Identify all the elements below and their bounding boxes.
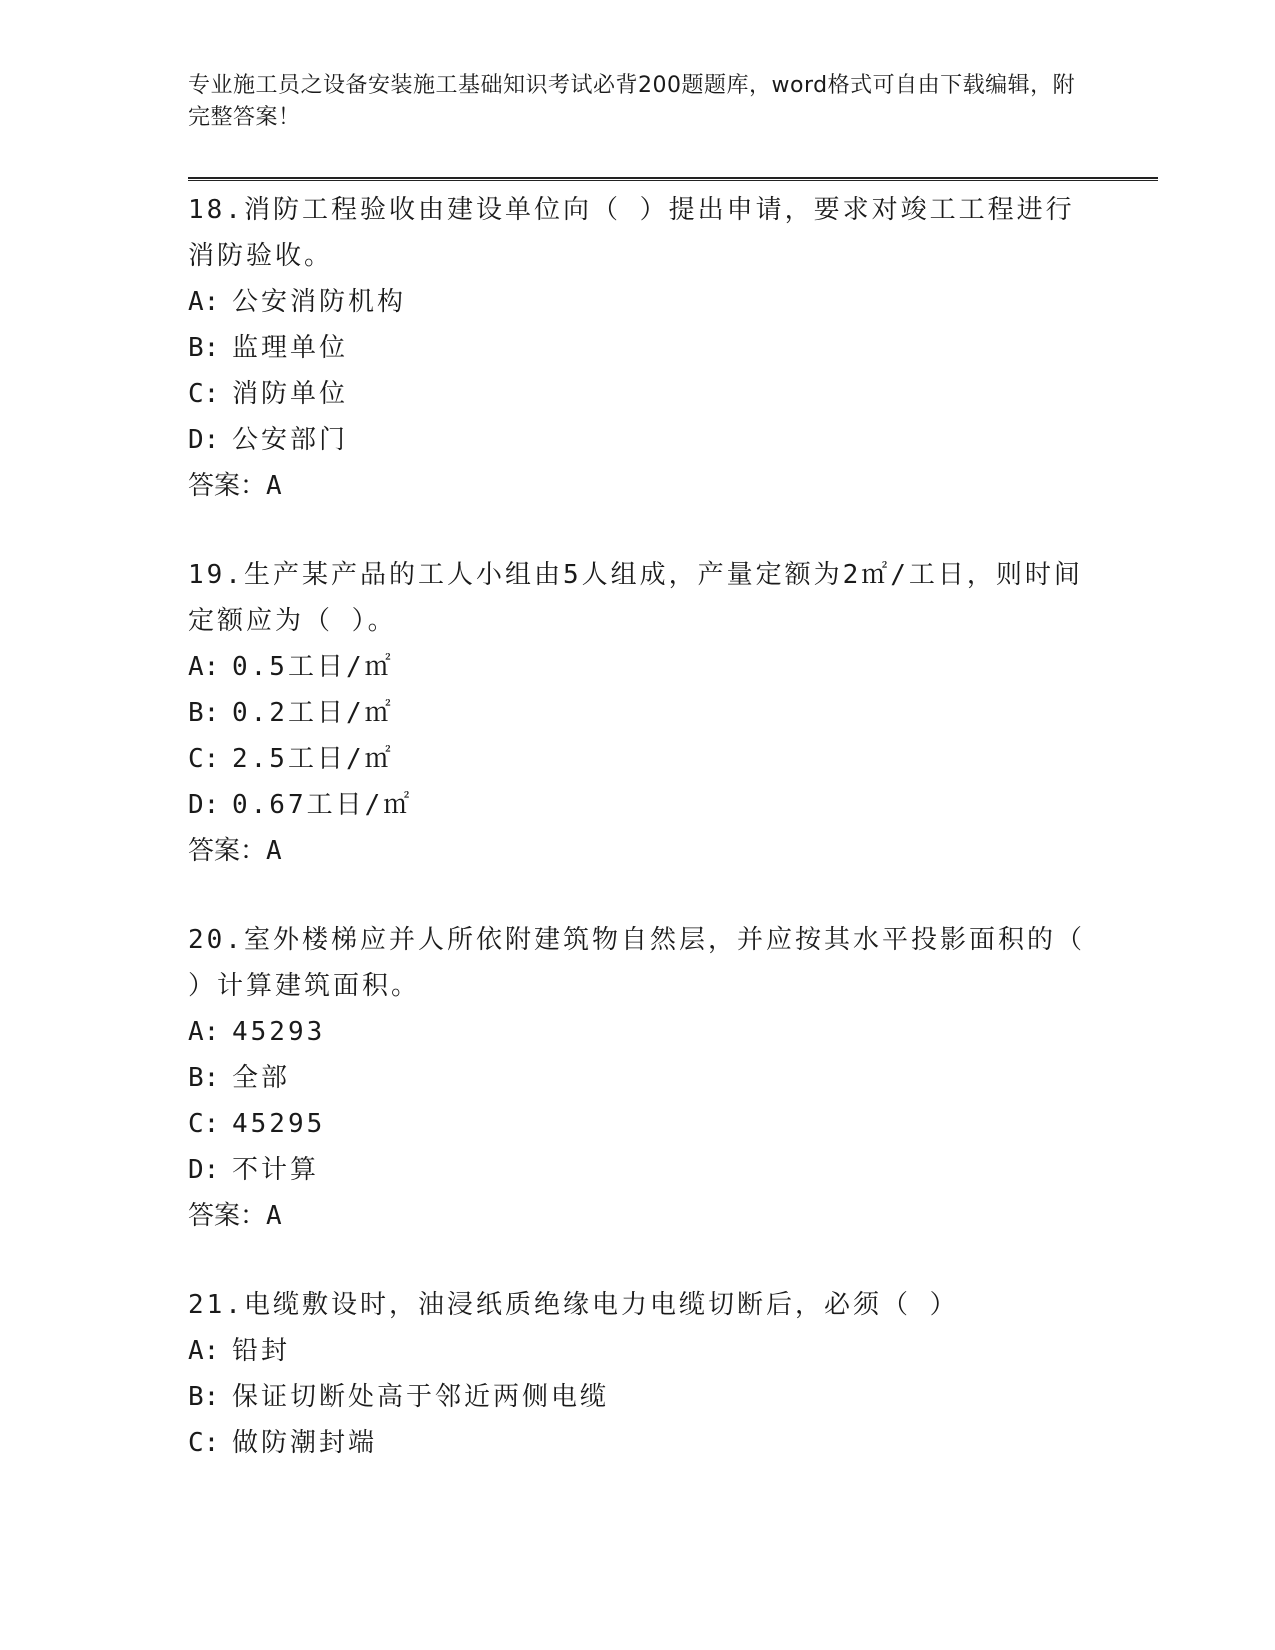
answer-label: 答案： — [188, 1201, 267, 1231]
question-block — [188, 187, 1088, 509]
option-text: 铅封 — [232, 1336, 291, 1366]
option-text: 0.2工日/㎡ — [232, 698, 394, 728]
option-letter: A: — [188, 287, 220, 317]
option-letter: D: — [188, 790, 220, 820]
answer-line — [188, 463, 1088, 509]
option-letter: B: — [188, 1063, 220, 1093]
option-text: 公安消防机构 — [232, 287, 407, 317]
option-letter: A: — [188, 652, 220, 682]
option-letter: B: — [188, 698, 220, 728]
answer-value: A — [266, 836, 282, 866]
question-block — [188, 1282, 1088, 1466]
option-letter: C: — [188, 1428, 220, 1458]
option-letter: B: — [188, 1382, 220, 1412]
answer-option — [188, 644, 1088, 690]
answer-option — [188, 782, 1088, 828]
answer-option — [188, 1009, 1088, 1055]
question-list — [188, 187, 1088, 1509]
question-stem: 19.生产某产品的工人小组由5人组成，产量定额为2㎡/工日，则时间定额应为（ ）。 — [188, 560, 1083, 636]
option-text: 2.5工日/㎡ — [232, 744, 394, 774]
option-letter: B: — [188, 333, 220, 363]
option-text: 45295 — [232, 1109, 326, 1139]
answer-option — [188, 1374, 1088, 1420]
option-text: 监理单位 — [232, 333, 349, 363]
option-letter: D: — [188, 1155, 220, 1185]
option-letter: C: — [188, 379, 220, 409]
answer-option — [188, 690, 1088, 736]
answer-line — [188, 828, 1088, 874]
question-stem: 20.室外楼梯应并人所依附建筑物自然层，并应按其水平投影面积的（ ）计算建筑面积。 — [188, 925, 1085, 1001]
answer-option — [188, 1101, 1088, 1147]
answer-option — [188, 279, 1088, 325]
answer-option — [188, 1420, 1088, 1466]
page-header: 专业施工员之设备安装施工基础知识考试必背200题题库，word格式可自由下载编辑，附完整答案！ — [188, 73, 1076, 130]
option-letter: A: — [188, 1017, 220, 1047]
option-text: 做防潮封端 — [232, 1428, 378, 1458]
option-letter: D: — [188, 425, 220, 455]
answer-option — [188, 371, 1088, 417]
answer-option — [188, 417, 1088, 463]
option-letter: C: — [188, 1109, 220, 1139]
answer-option — [188, 325, 1088, 371]
header-divider — [188, 177, 1158, 181]
option-text: 消防单位 — [232, 379, 349, 409]
option-text: 保证切断处高于邻近两侧电缆 — [232, 1382, 610, 1412]
question-block — [188, 917, 1088, 1239]
option-text: 45293 — [232, 1017, 326, 1047]
answer-value: A — [266, 471, 282, 501]
answer-label: 答案： — [188, 471, 267, 501]
answer-line — [188, 1193, 1088, 1239]
option-letter: C: — [188, 744, 220, 774]
answer-option — [188, 1328, 1088, 1374]
answer-option — [188, 1147, 1088, 1193]
option-letter: A: — [188, 1336, 220, 1366]
question-stem: 18.消防工程验收由建设单位向（ ）提出申请，要求对竣工工程进行消防验收。 — [188, 195, 1075, 271]
answer-label: 答案： — [188, 836, 267, 866]
answer-option — [188, 1055, 1088, 1101]
answer-option — [188, 736, 1088, 782]
option-text: 0.5工日/㎡ — [232, 652, 394, 682]
option-text: 不计算 — [232, 1155, 320, 1185]
option-text: 0.67工日/㎡ — [232, 790, 413, 820]
question-stem: 21.电缆敷设时，油浸纸质绝缘电力电缆切断后，必须（ ） — [188, 1290, 959, 1320]
question-block — [188, 552, 1088, 874]
answer-value: A — [266, 1201, 282, 1231]
option-text: 全部 — [232, 1063, 291, 1093]
option-text: 公安部门 — [232, 425, 349, 455]
